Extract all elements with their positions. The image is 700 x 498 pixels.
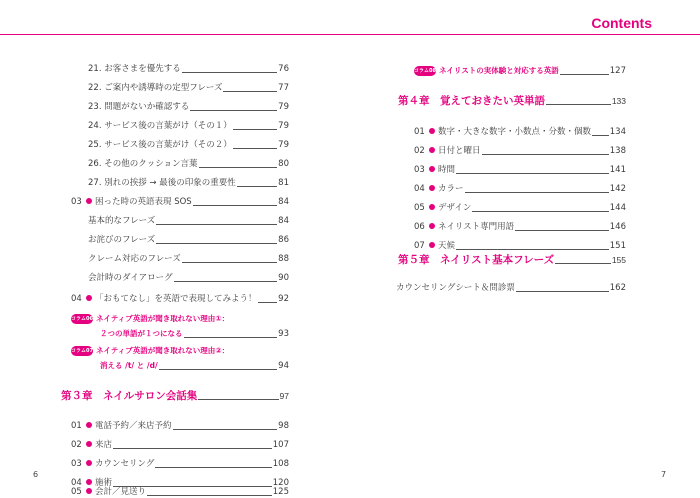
toc-entry-text: 施術	[95, 478, 113, 488]
toc-section[interactable]	[414, 162, 626, 176]
column-subtitle: 消える /t/ と /d/	[100, 361, 158, 370]
toc-entry-text: カラー	[438, 184, 464, 194]
header-rule	[0, 34, 700, 35]
toc-entry-page: 120	[272, 478, 289, 488]
pink-bullet-icon	[429, 185, 435, 191]
column-title: ネイティブ英語が聞き取れない理由①：	[96, 314, 230, 323]
toc-entry-text: 基本的なフレーズ	[88, 216, 156, 226]
toc-section[interactable]	[414, 181, 626, 195]
leader-dots	[555, 262, 611, 264]
toc-entry[interactable]	[88, 156, 289, 170]
toc-entry-text: 21. お客さまを優先する	[88, 64, 181, 74]
section-number: 03	[414, 165, 425, 175]
toc-entry-text: 「おもてなし」を英語で表現してみよう！	[95, 294, 257, 304]
section-number: 01	[414, 127, 425, 137]
section-number: 02	[71, 440, 82, 450]
toc-entry-page: 146	[609, 222, 626, 232]
toc-entry-page: 84	[278, 216, 289, 226]
section-number: 02	[414, 146, 425, 156]
toc-entry-text: 26. その他のクッション言葉	[88, 159, 198, 169]
toc-entry[interactable]	[88, 137, 289, 151]
chapter-heading[interactable]	[61, 388, 289, 402]
column-entry[interactable]	[414, 63, 626, 77]
section-number: 05	[414, 203, 425, 213]
chapter-heading[interactable]	[398, 93, 626, 107]
toc-entry-text: カウンセリング	[95, 459, 155, 469]
toc-section[interactable]	[71, 456, 289, 470]
section-number: 07	[414, 241, 425, 251]
toc-entry[interactable]	[88, 175, 289, 189]
toc-section[interactable]	[414, 143, 626, 157]
pink-bullet-icon	[429, 128, 435, 134]
toc-entry-page: 151	[609, 241, 626, 251]
leader-dots	[233, 147, 277, 149]
toc-entry-page: 79	[278, 121, 289, 131]
chapter-heading[interactable]	[398, 252, 626, 266]
leader-dots	[233, 128, 277, 130]
toc-entry-page: 162	[609, 283, 626, 293]
pink-bullet-icon	[86, 295, 92, 301]
leader-dots	[258, 301, 278, 303]
leader-dots	[465, 191, 609, 193]
column-title: ネイティブ英語が聞き取れない理由②：	[96, 346, 230, 355]
leader-dots	[560, 73, 609, 75]
toc-entry-page: 142	[609, 184, 626, 194]
pink-bullet-icon	[429, 166, 435, 172]
section-number: 06	[414, 222, 425, 232]
toc-section[interactable]	[71, 437, 289, 451]
leader-dots	[113, 447, 272, 449]
toc-entry-page: 86	[278, 235, 289, 245]
toc-entry-page: 133	[611, 96, 626, 106]
toc-entry-page: 90	[278, 273, 289, 283]
column-entry-line1[interactable]	[71, 311, 289, 325]
toc-entry-page: 79	[278, 102, 289, 112]
section-number: 04	[71, 478, 82, 488]
leader-dots	[155, 466, 271, 468]
section-number: 04	[414, 184, 425, 194]
leader-dots	[147, 494, 272, 496]
leader-dots	[456, 172, 609, 174]
toc-entry-page: 93	[278, 329, 289, 339]
leader-dots	[159, 368, 277, 370]
toc-entry-text: 23. 問題がないか確認する	[88, 102, 190, 112]
section-number: 03	[71, 459, 82, 469]
toc-entry-page: 84	[278, 197, 289, 207]
pink-bullet-icon	[86, 488, 92, 494]
chapter-title: 第３章 ネイルサロン会話集	[61, 390, 198, 402]
toc-entry-text: デザイン	[438, 203, 472, 213]
pink-bullet-icon	[86, 198, 92, 204]
toc-entry-text: 27. 別れの挨拶 → 最後の印象の重要性	[88, 178, 236, 188]
chapter-title: 第４章 覚えておきたい英単語	[398, 95, 545, 107]
page-header-title: Contents	[591, 15, 652, 31]
pink-bullet-icon	[429, 147, 435, 153]
toc-entry-text: 25. サービス後の言葉がけ（その２）	[88, 140, 232, 150]
toc-entry-page: 77	[278, 83, 289, 93]
page-number-right: 7	[661, 470, 667, 479]
leader-dots	[174, 280, 278, 282]
toc-entry-page: 88	[278, 254, 289, 264]
column-entry-line2[interactable]	[100, 358, 289, 372]
leader-dots	[592, 134, 609, 136]
pink-bullet-icon	[86, 460, 92, 466]
toc-entry-text: クレーム対応のフレーズ	[88, 254, 181, 264]
toc-section[interactable]	[71, 484, 289, 498]
toc-entry-page: 138	[609, 146, 626, 156]
toc-entry[interactable]	[88, 80, 289, 94]
toc-section[interactable]	[414, 200, 626, 214]
toc-entry-page: 155	[611, 255, 626, 265]
toc-entry[interactable]	[88, 99, 289, 113]
column-title: ネイリストの実体験と対応する英語	[439, 66, 559, 75]
toc-entry-text: 数字・大きな数字・小数点・分数・個数	[438, 127, 592, 137]
leader-dots	[184, 336, 278, 338]
leader-dots	[546, 103, 611, 105]
toc-section[interactable]	[414, 219, 626, 233]
toc-entry-page: 125	[272, 487, 289, 497]
toc-entry-text: 時間	[438, 165, 456, 175]
toc-entry-text: 日付と曜日	[438, 146, 481, 156]
pink-bullet-icon	[429, 204, 435, 210]
toc-entry[interactable]	[88, 251, 289, 265]
section-number: 05	[71, 487, 82, 497]
toc-entry-text: 会計／見送り	[95, 487, 147, 497]
toc-entry-text: ネイリスト専門用語	[438, 222, 515, 232]
toc-entry-page: 94	[278, 361, 289, 371]
toc-entry-text: 24. サービス後の言葉がけ（その１）	[88, 121, 232, 131]
toc-entry-page: 76	[278, 64, 289, 74]
leader-dots	[182, 261, 277, 263]
leader-dots	[156, 242, 277, 244]
toc-entry-text: 困った時の英語表現 SOS	[95, 197, 192, 207]
leader-dots	[173, 428, 278, 430]
toc-entry-page: 79	[278, 140, 289, 150]
pink-bullet-icon	[86, 441, 92, 447]
leader-dots	[516, 290, 609, 292]
toc-entry-page: 134	[609, 127, 626, 137]
toc-section[interactable]	[71, 194, 289, 208]
chapter-title: 第５章 ネイリスト基本フレーズ	[398, 254, 555, 266]
leader-dots	[182, 71, 277, 73]
pink-bullet-icon	[429, 223, 435, 229]
leader-dots	[223, 90, 277, 92]
toc-entry[interactable]	[88, 118, 289, 132]
toc-entry[interactable]	[88, 61, 289, 75]
toc-entry-page: 127	[609, 66, 626, 76]
toc-entry-text: お詫びのフレーズ	[88, 235, 156, 245]
column-badge: コラム06	[71, 316, 93, 322]
toc-entry-page: 97	[279, 391, 289, 401]
section-number: 04	[71, 294, 82, 304]
pink-bullet-icon	[86, 422, 92, 428]
toc-entry-text: 会計時のダイアローグ	[88, 273, 173, 283]
page-number-left: 6	[33, 470, 39, 479]
pink-bullet-icon	[429, 242, 435, 248]
toc-entry-text: 来店	[95, 440, 113, 450]
column-entry-line2[interactable]	[100, 326, 289, 340]
toc-entry-text: 22. ご案内や誘導時の定型フレーズ	[88, 83, 223, 93]
toc-entry-page: 80	[278, 159, 289, 169]
leader-dots	[198, 398, 278, 400]
toc-entry[interactable]	[396, 280, 626, 294]
toc-entry-page: 144	[609, 203, 626, 213]
leader-dots	[482, 153, 609, 155]
leader-dots	[190, 109, 277, 111]
leader-dots	[156, 223, 277, 225]
column-badge: コラム07	[71, 348, 93, 354]
leader-dots	[193, 204, 277, 206]
column-badge: コラム08	[414, 68, 436, 74]
toc-entry-page: 92	[278, 294, 289, 304]
toc-section[interactable]	[71, 291, 289, 305]
toc-entry-text: 電話予約／来店予約	[95, 421, 172, 431]
toc-entry[interactable]	[88, 232, 289, 246]
toc-section[interactable]	[71, 418, 289, 432]
column-subtitle: ２つの単語が１つになる	[100, 329, 183, 338]
toc-entry[interactable]	[88, 213, 289, 227]
toc-entry-page: 108	[272, 459, 289, 469]
toc-entry-page: 98	[278, 421, 289, 431]
toc-entry-text: カウンセリングシート＆問診票	[396, 283, 515, 293]
leader-dots	[515, 229, 609, 231]
leader-dots	[237, 185, 277, 187]
toc-entry-page: 81	[278, 178, 289, 188]
leader-dots	[199, 166, 278, 168]
column-entry-line1[interactable]	[71, 343, 289, 357]
section-number: 01	[71, 421, 82, 431]
toc-entry[interactable]	[88, 270, 289, 284]
toc-entry-page: 141	[609, 165, 626, 175]
toc-entry-text: 天候	[438, 241, 456, 251]
leader-dots	[472, 210, 608, 212]
toc-section[interactable]	[414, 124, 626, 138]
toc-entry-page: 107	[272, 440, 289, 450]
section-number: 03	[71, 197, 82, 207]
